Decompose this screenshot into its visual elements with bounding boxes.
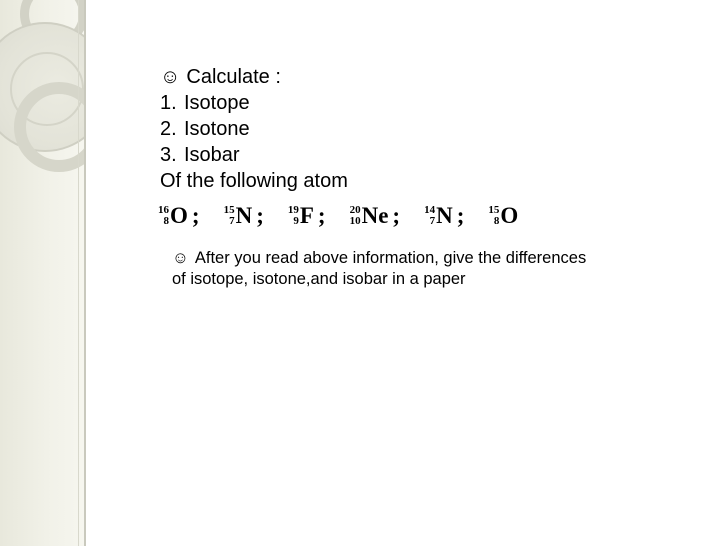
separator: ; <box>456 203 465 228</box>
element-symbol: N <box>235 203 253 228</box>
atomic-number: 10 <box>349 215 361 227</box>
element-symbol: Ne <box>361 203 389 228</box>
separator: ; <box>256 203 264 228</box>
mass-number: 14 <box>424 204 436 216</box>
list-number: 1. <box>160 92 177 114</box>
list-text: Isotope <box>184 92 250 114</box>
mass-number: 15 <box>488 204 500 216</box>
nuclide-neon-20 <box>350 203 389 229</box>
smiley-icon: ☺ <box>172 249 189 267</box>
atomic-number: 8 <box>493 215 500 227</box>
list-item-isobar <box>160 142 700 168</box>
note-text: After you read above information, give the differences of isotope, isotone,and isobar in a paper <box>172 249 587 288</box>
list-number: 3. <box>160 144 177 166</box>
nuclide-nitrogen-15 <box>224 203 253 229</box>
slide-content <box>160 64 700 194</box>
list-text: Isobar <box>184 144 240 166</box>
decorative-side-panel <box>0 0 84 546</box>
list-text: Isotone <box>184 118 250 140</box>
nuclide-numbers <box>224 205 235 227</box>
list-item-isotone <box>160 116 700 142</box>
mass-number: 20 <box>349 204 361 216</box>
mass-number: 16 <box>158 204 169 216</box>
nuclide-fluorine-19 <box>288 203 314 229</box>
heading-line <box>160 64 700 90</box>
separator: ; <box>392 203 401 228</box>
list-number: 2. <box>160 118 177 140</box>
nuclide-oxygen-16 <box>158 203 188 229</box>
separator: ; <box>191 203 200 228</box>
atomic-number: 7 <box>429 215 436 227</box>
nuclide-numbers <box>424 205 435 227</box>
mass-number: 19 <box>287 204 299 216</box>
atomic-number: 9 <box>293 215 299 227</box>
smiley-icon: ☺ <box>160 66 181 88</box>
nuclide-numbers <box>350 205 361 227</box>
nuclide-numbers <box>158 205 169 227</box>
list-item-isotope <box>160 90 700 116</box>
nuclide-nitrogen-14 <box>424 203 453 229</box>
element-symbol: O <box>170 203 188 228</box>
nuclide-numbers <box>488 205 499 227</box>
panel-edge <box>84 0 86 546</box>
atom-notation-row <box>158 198 518 234</box>
instruction-note <box>172 248 592 290</box>
followup-text: Of the following atom <box>160 170 348 192</box>
element-symbol: O <box>500 203 519 228</box>
mass-number: 15 <box>223 204 235 216</box>
separator: ; <box>317 203 326 228</box>
heading-text: Calculate : <box>186 66 281 88</box>
element-symbol: F <box>299 203 314 228</box>
atomic-number: 8 <box>163 215 169 227</box>
atomic-number: 7 <box>229 215 235 227</box>
panel-inner-line <box>78 0 79 546</box>
nuclide-numbers <box>288 205 299 227</box>
element-symbol: N <box>436 203 453 228</box>
nuclide-oxygen-15 <box>488 203 518 229</box>
